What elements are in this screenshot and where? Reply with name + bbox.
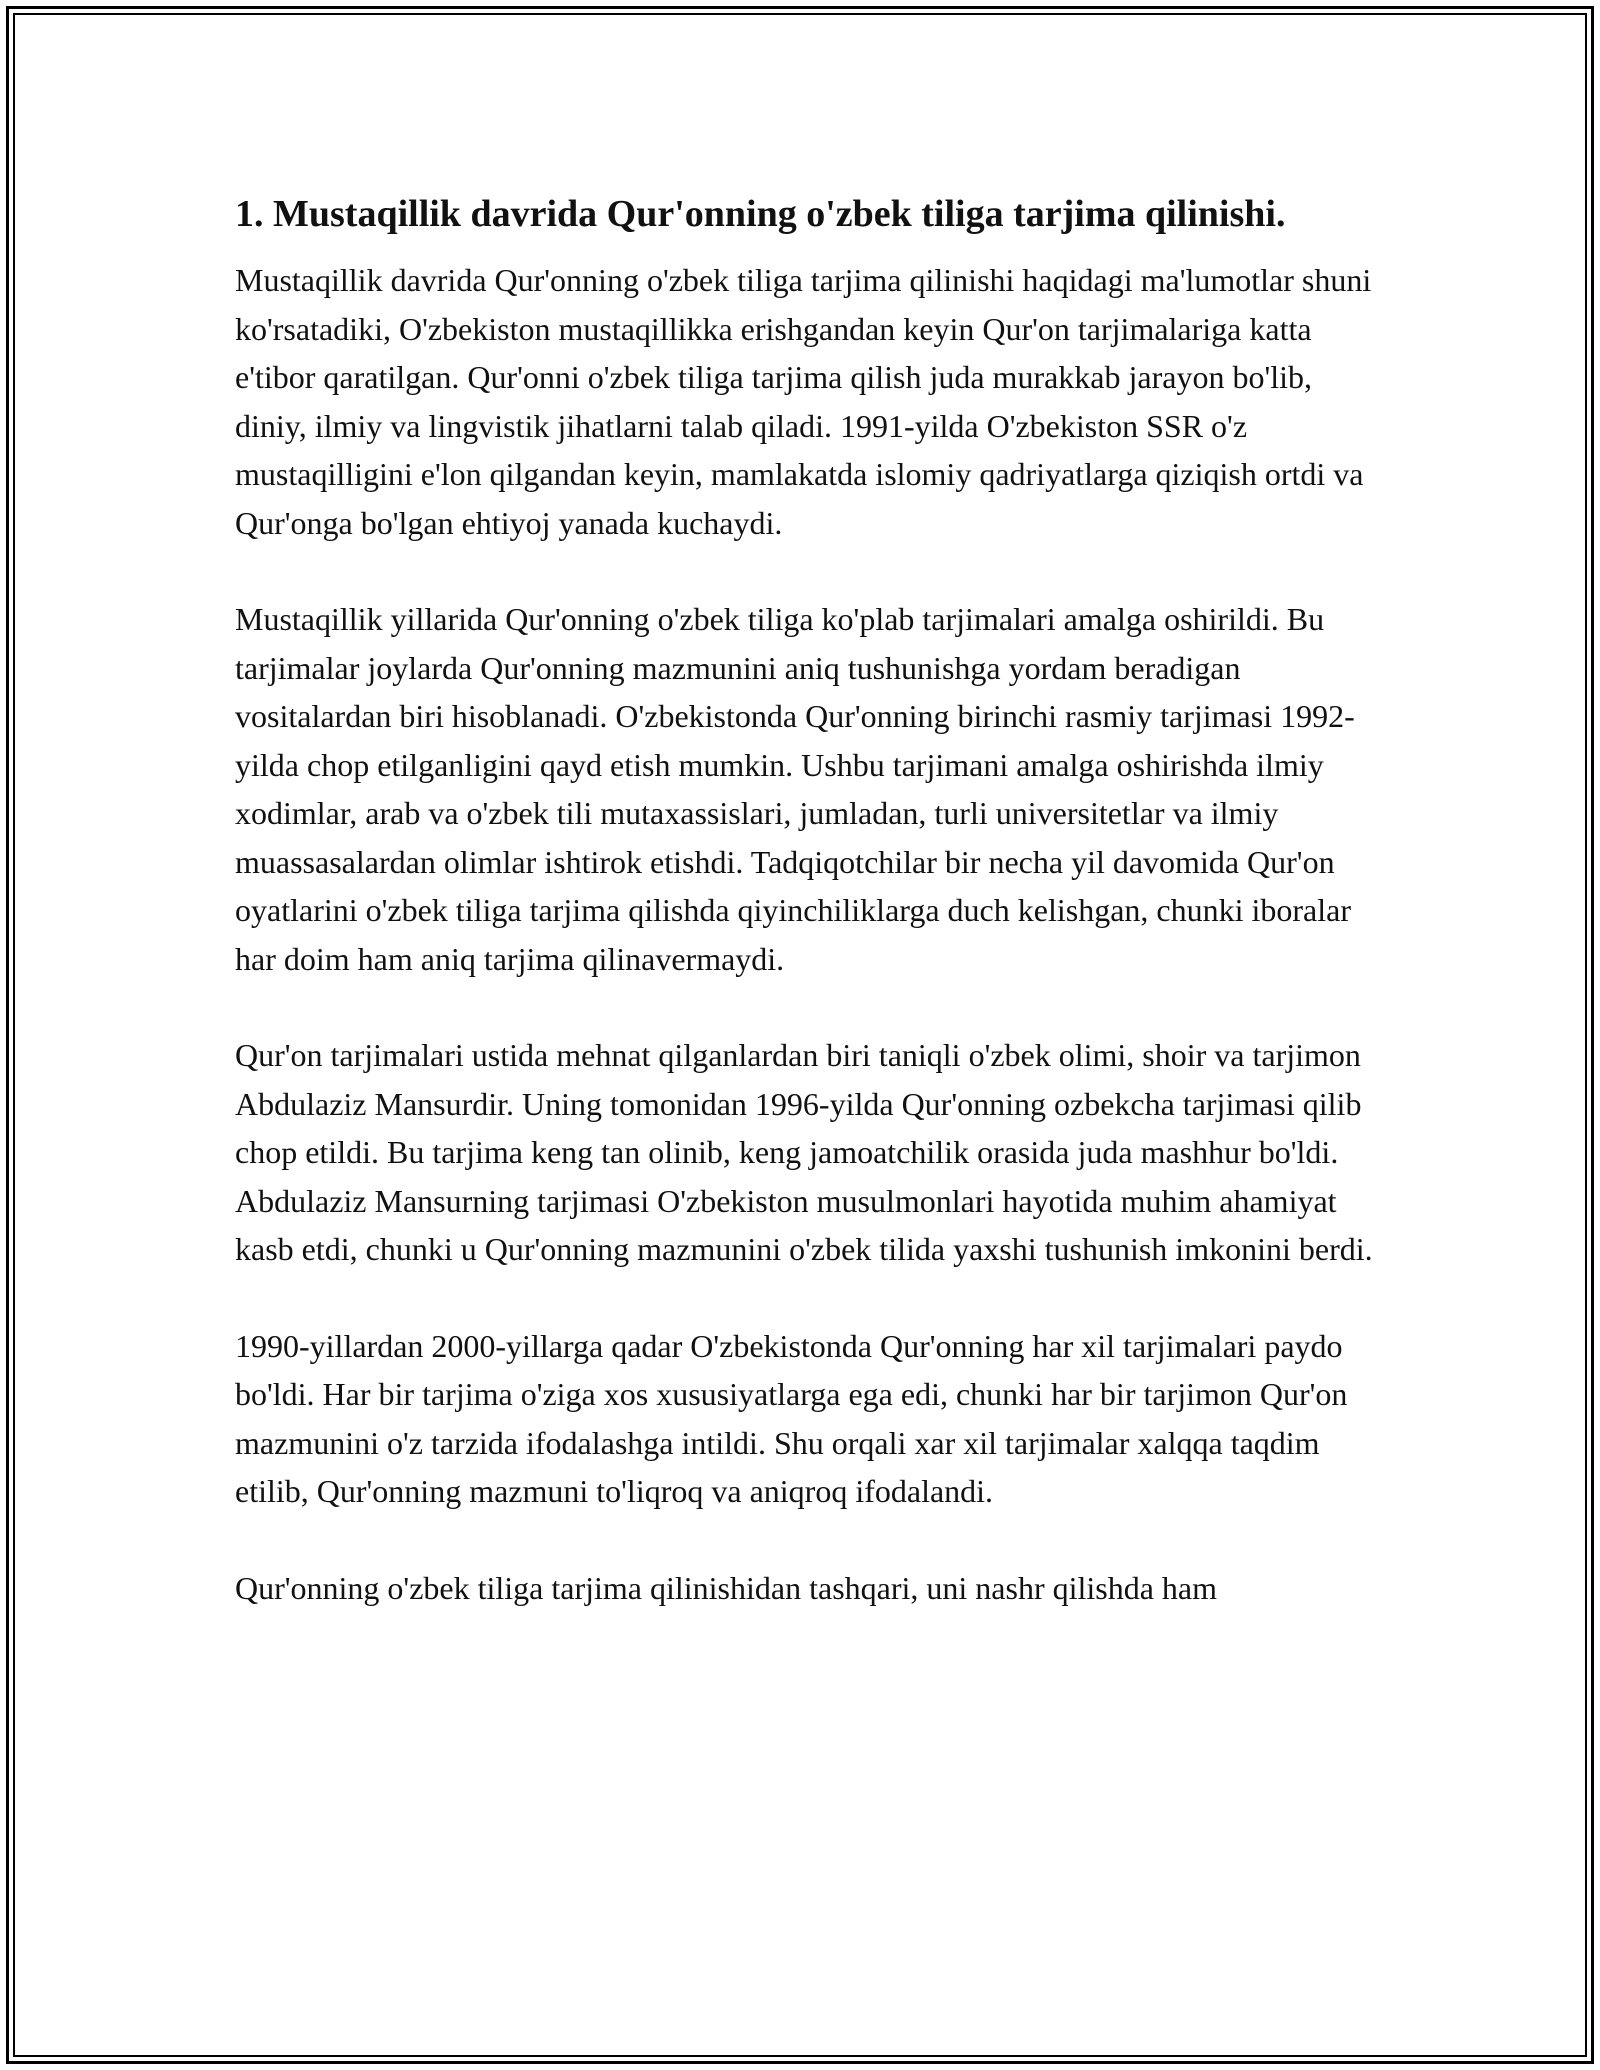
paragraph-2: Mustaqillik yillarida Qur'onning o'zbek tiliga ko'plab tarjimalari amalga oshirildi. Bu tarjimalar joylarda Qur'onning mazmunini aniq tushunishga yordam beradigan vositalardan biri hisoblanadi. O'zbekistonda Qur'onning birinchi rasmiy tarjimasi 1992-yilda chop etilganligini qayd etish mumkin. Ushbu tarjimani amalga oshirishda ilmiy xodimlar, arab va o'zbek tili mutaxassislari, jumladan, turli universitetlar va ilmiy muassasalardan olimlar ishtirok etishdi. Tadqiqotchilar bir necha yil davomida Qur'on oyatlarini o'zbek tiliga tarjima qilishda qiyinchiliklarga duch kelishgan, chunki iboralar har doim ham aniq tarjima qilinavermaydi.: [235, 601, 1355, 977]
paragraph-3: Qur'on tarjimalari ustida mehnat qilganlardan biri taniqli o'zbek olimi, shoir va tarjimon Abdulaziz Mansurdir. Uning tomonidan 1996-yilda Qur'onning ozbekcha tarjimasi qilib chop etildi. Bu tarjima keng tan olinib, keng jamoatchilik orasida juda mashhur bo'ldi. Abdulaziz Mansurning tarjimasi O'zbekiston musulmonlari hayotida muhim ahamiyat kasb etdi, chunki u Qur'onning mazmunini o'zbek tilida yaxshi tushunish imkonini berdi.: [235, 1037, 1373, 1267]
paragraph-1: Mustaqillik davrida Qur'onning o'zbek tiliga tarjima qilinishi haqidagi ma'lumotlar shuni ko'rsatadiki, O'zbekiston mustaqillikka erishgandan keyin Qur'on tarjimalariga katta e'tibor qaratilgan. Qur'onni o'zbek tiliga tarjima qilish juda murakkab jarayon bo'lib, diniy, ilmiy va lingvistik jihatlarni talab qiladi. 1991-yilda O'zbekiston SSR o'z mustaqilligini e'lon qilgandan keyin, mamlakatda islomiy qadriyatlarga qiziqish ortdi va Qur'onga bo'lgan ehtiyoj yanada kuchaydi.: [235, 262, 1372, 541]
section-heading: 1. Mustaqillik davrida Qur'onning o'zbek tiliga tarjima qilinishi.: [235, 193, 1286, 235]
paragraph-5: Qur'onning o'zbek tiliga tarjima qilinishidan tashqari, uni nashr qilishda ham: [235, 1569, 1218, 1606]
document-body: [235, 188, 1375, 1612]
paragraph-4: 1990-yillardan 2000-yillarga qadar O'zbekistonda Qur'onning har xil tarjimalari paydo bo'ldi. Har bir tarjima o'ziga xos xususiyatlarga ega edi, chunki har bir tarjimon Qur'on mazmunini o'z tarzida ifodalashga intildi. Shu orqali xar xil tarjimalar xalqqa taqdim etilib, Qur'onning mazmuni to'liqroq va aniqroq ifodalandi.: [235, 1327, 1348, 1509]
